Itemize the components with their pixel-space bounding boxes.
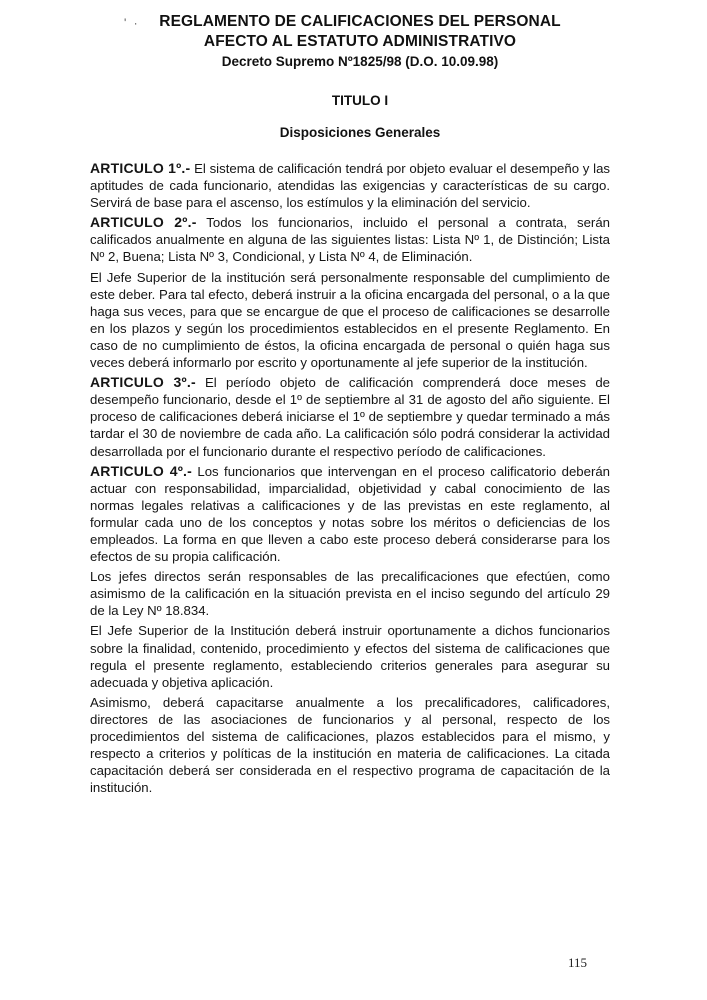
- article-2-text: Todos los funcionarios, incluido el personal a contrata, serán calificados anualmente en alguna de las siguientes listas: Lista Nº 1, de Distinción; Lista Nº 2, Buena; Lista Nº 3, Condicional, y Lista Nº 4, de Eliminación.: [90, 215, 610, 265]
- article-1: [90, 160, 610, 211]
- scan-mark: ' ·: [124, 16, 140, 30]
- article-2-label: ARTICULO 2º.-: [90, 214, 197, 231]
- article-4: [90, 463, 610, 566]
- article-4-paragraph-3: El Jefe Superior de la Institución deberá instruir oportunamente a dichos funcionarios sobre la finalidad, contenido, procedimiento y efectos del sistema de calificaciones que regula el presente reglamento, estableciendo criterios generales para asegurar su adecuada y objetiva aplicación.: [90, 623, 610, 690]
- section-heading: Disposiciones Generales: [279, 125, 441, 140]
- article-3: [90, 374, 610, 459]
- article-2: [90, 214, 610, 265]
- article-2-paragraph-2: El Jefe Superior de la institución será personalmente responsable del cumplimiento de este deber. Para tal efecto, deberá instruir a la oficina encargada del personal, o a la que haga sus veces, para que se encargue de que el proceso de calificaciones se desarrolle en los plazos y según los procedimientos establecidos en el presente Reglamento. En caso de no cumplimiento de éstos, la oficina encargada de personal o quién haga sus veces deberá informarlo por escrito y oportunamente al jefe superior de la institución.: [90, 269, 610, 371]
- article-1-text: El sistema de calificación tendrá por objeto evaluar el desempeño y las aptitudes de cada funcionario, atendidas las exigencias y características de su cargo. Servirá de base para el ascenso, los estímulos y la eliminación del servicio.: [90, 161, 610, 211]
- header-title-line1: REGLAMENTO DE CALIFICACIONES DEL PERSONAL: [159, 13, 561, 30]
- article-4-label: ARTICULO 4º.-: [90, 462, 192, 479]
- article-4-paragraph-4: Asimismo, deberá capacitarse anualmente a los precalificadores, calificadores, directores de las asociaciones de funcionarios y al personal, respecto de los procedimientos del sistema de calificaciones, plazos establecidos para el mismo, y respecto a criterios y políticas de la institución en materia de calificaciones. La citada capacitación deberá ser considerada en el respectivo programa de capacitación de la institución.: [90, 694, 610, 796]
- header-decree: Decreto Supremo Nº1825/98 (D.O. 10.09.98): [221, 54, 499, 69]
- page-number: 115: [568, 955, 588, 970]
- article-4-paragraph-2: Los jefes directos serán responsables de las precalificaciones que efectúen, como asimismo de la calificación en la situación prevista en el inciso segundo del artículo 29 de la Ley Nº 18.834.: [90, 569, 610, 619]
- article-4-text: Los funcionarios que intervengan en el proceso calificatorio deberán actuar con responsabilidad, imparcialidad, objetividad y cabal conocimiento de las normas legales relativas a calificaciones y de las previstas en este reglamento, al formular cada uno de los conceptos y notas sobre los méritos o deficiencias de los empleados. La forma en que lleven a cabo este proceso deberá considerarse para los efectos de su propia calificación.: [90, 463, 611, 565]
- title-heading: TITULO I: [331, 93, 389, 108]
- article-3-text: El período objeto de calificación comprenderá doce meses de desempeño funcionario, desde el 1º de septiembre al 31 de agosto del año siguiente. El proceso de calificaciones deberá iniciarse el 1º de septiembre y quedar terminado a más tardar el 30 de noviembre de cada año. La calificación sólo podrá considerar la actividad desarrollada por el funcionario durante el respectivo período de calificaciones.: [90, 375, 611, 459]
- article-1-label: ARTICULO 1º.-: [90, 160, 191, 176]
- document-body: [90, 160, 610, 799]
- header-title-line2: AFECTO AL ESTATUTO ADMINISTRATIVO: [203, 33, 517, 50]
- article-3-label: ARTICULO 3º.-: [90, 374, 196, 391]
- document-header: [60, 12, 660, 72]
